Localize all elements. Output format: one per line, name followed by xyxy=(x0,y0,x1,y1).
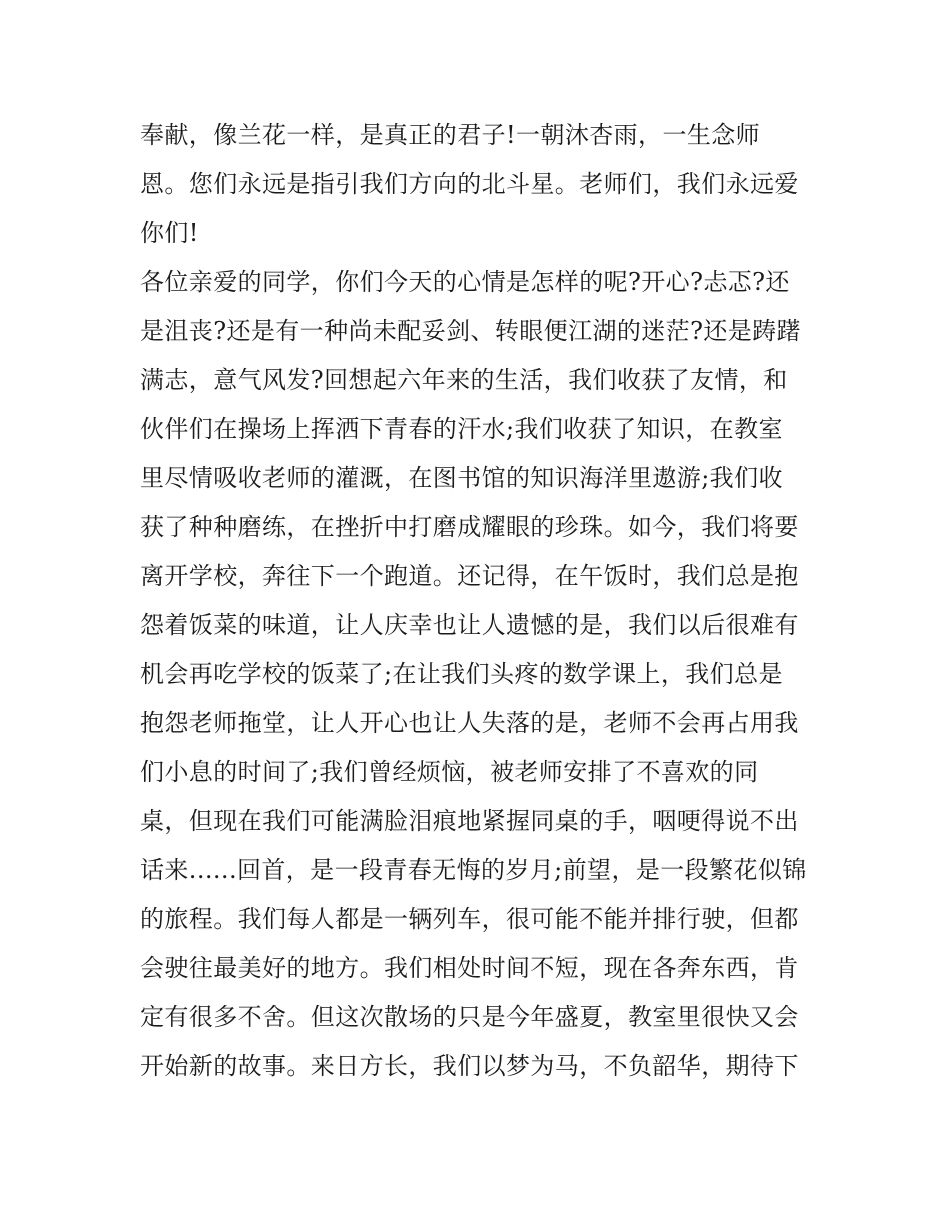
text-line: 恩。您们永远是指引我们方向的北斗星。老师们，我们永远爱 xyxy=(140,170,799,198)
text-line: 开始新的故事。来日方长，我们以梦为马，不负韶华，期待下 xyxy=(140,1052,799,1080)
text-line: 伙伴们在操场上挥洒下青春的汗水;我们收获了知识，在教室 xyxy=(140,415,783,443)
text-line: 怨着饭菜的味道，让人庆幸也让人遗憾的是，我们以后很难有 xyxy=(140,611,799,639)
text-line: 抱怨老师拖堂，让人开心也让人失落的是，老师不会再占用我 xyxy=(140,709,799,737)
text-line: 离开学校，奔往下一个跑道。还记得，在午饭时，我们总是抱 xyxy=(140,562,799,590)
text-line: 桌，但现在我们可能满脸泪痕地紧握同桌的手，咽哽得说不出 xyxy=(140,807,799,835)
text-line: 你们! xyxy=(140,219,199,247)
text-line: 们小息的时间了;我们曾经烦恼，被老师安排了不喜欢的同 xyxy=(140,758,759,786)
text-line: 满志，意气风发?回想起六年来的生活，我们收获了友情，和 xyxy=(140,366,788,394)
text-line: 会驶往最美好的地方。我们相处时间不短，现在各奔东西，肯 xyxy=(140,954,799,982)
text-line: 话来......回首，是一段青春无悔的岁月;前望，是一段繁花似锦 xyxy=(140,856,807,884)
text-line: 的旅程。我们每人都是一辆列车，很可能不能并排行驶，但都 xyxy=(140,905,799,933)
text-line: 是沮丧?还是有一种尚未配妥剑、转眼便江湖的迷茫?还是踌躇 xyxy=(140,317,801,345)
text-line: 里尽情吸收老师的灌溉，在图书馆的知识海洋里遨游;我们收 xyxy=(140,464,783,492)
text-line: 奉献，像兰花一样，是真正的君子!一朝沐杏雨，一生念师 xyxy=(140,121,761,149)
text-line: 各位亲爱的同学，你们今天的心情是怎样的呢?开心?忐忑?还 xyxy=(140,268,790,296)
body-text xyxy=(140,111,830,1091)
text-line: 定有很多不舍。但这次散场的只是今年盛夏，教室里很快又会 xyxy=(140,1003,799,1031)
text-line: 机会再吃学校的饭菜了;在让我们头疼的数学课上，我们总是 xyxy=(140,660,783,688)
text-line: 获了种种磨练，在挫折中打磨成耀眼的珍珠。如今，我们将要 xyxy=(140,513,799,541)
